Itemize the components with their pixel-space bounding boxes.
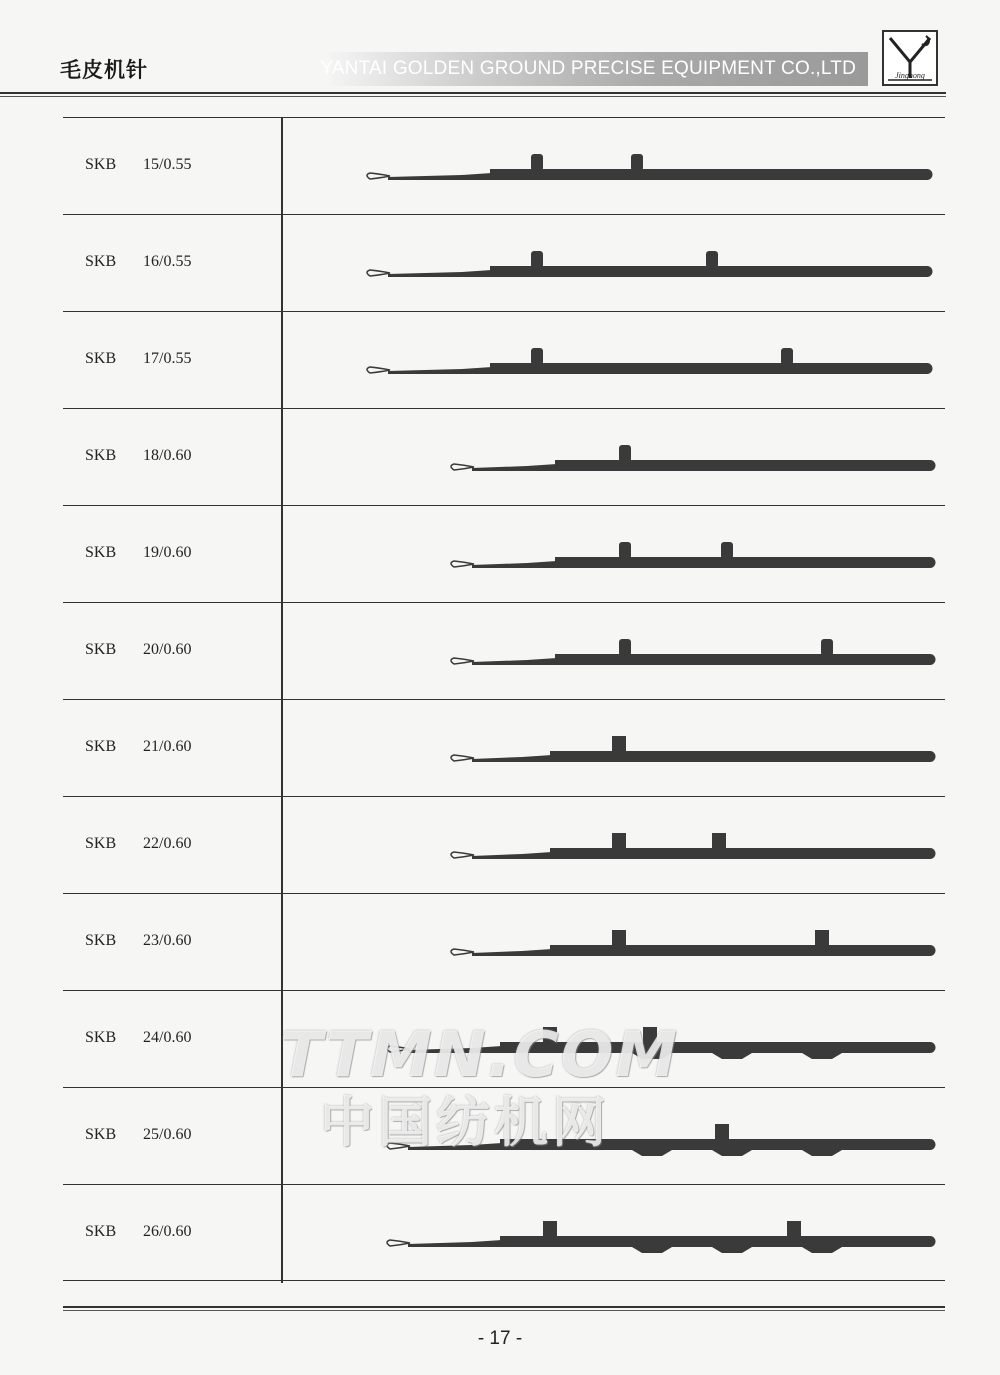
needle-size: 24/0.60 xyxy=(143,1029,192,1046)
needle-drawing xyxy=(282,700,945,797)
needle-row xyxy=(63,990,945,1087)
needle-butt xyxy=(612,833,626,850)
needle-size: 16/0.55 xyxy=(143,253,192,270)
needle-row xyxy=(63,1087,945,1184)
needle-drawing xyxy=(282,506,945,603)
needle-butt xyxy=(531,348,543,365)
needle-label xyxy=(85,1223,191,1241)
needle-size: 15/0.55 xyxy=(143,156,192,173)
needle-body xyxy=(555,460,930,471)
needle-butt xyxy=(619,639,631,656)
needle-size: 19/0.60 xyxy=(143,544,192,561)
needle-end xyxy=(925,557,936,568)
needle-butt xyxy=(619,445,631,462)
needle-drawing xyxy=(282,603,945,700)
needle-drawing xyxy=(282,991,945,1088)
needle-end xyxy=(922,266,933,277)
needle-eye xyxy=(451,658,474,664)
needle-label xyxy=(85,738,191,756)
needle-shank-thin xyxy=(472,658,557,665)
needle-size: 17/0.55 xyxy=(143,350,192,367)
needle-eye xyxy=(451,561,474,567)
needle-drawing xyxy=(282,894,945,991)
needle-row xyxy=(63,311,945,408)
needle-label xyxy=(85,835,191,853)
footer-rule xyxy=(63,1306,945,1308)
needle-drawing xyxy=(282,1088,945,1185)
needle-butt xyxy=(531,251,543,268)
needle-shank-thin xyxy=(472,561,557,568)
needle-drawing xyxy=(282,215,945,312)
needle-body xyxy=(550,945,930,956)
needle-eye xyxy=(451,852,474,858)
needle-row xyxy=(63,117,945,214)
needle-end xyxy=(925,1042,936,1053)
needle-size: 20/0.60 xyxy=(143,641,192,658)
needle-end xyxy=(922,169,933,180)
needle-eye xyxy=(387,1240,410,1246)
needle-butt xyxy=(543,1221,557,1238)
needle-end xyxy=(925,1139,936,1150)
needle-end xyxy=(922,363,933,374)
needle-drawing xyxy=(282,797,945,894)
needle-butt xyxy=(631,154,643,171)
needle-row xyxy=(63,1184,945,1281)
footer-rule-thin xyxy=(63,1310,945,1311)
needle-model: SKB xyxy=(85,544,117,561)
needle-eye xyxy=(367,270,390,276)
company-name: YANTAI GOLDEN GROUND PRECISE EQUIPMENT CO.,LTD xyxy=(320,58,856,79)
needle-shank-thin xyxy=(388,367,492,374)
needle-eye xyxy=(387,1143,410,1149)
needle-butt xyxy=(821,639,833,656)
needle-label xyxy=(85,1029,191,1047)
needle-end xyxy=(925,460,936,471)
needle-size: 25/0.60 xyxy=(143,1126,192,1143)
needle-notch xyxy=(632,1053,672,1059)
page-header xyxy=(0,0,1000,100)
needle-butt xyxy=(543,1027,557,1044)
needle-row xyxy=(63,505,945,602)
needle-body xyxy=(550,848,930,859)
needle-body xyxy=(555,557,930,568)
needle-shank-thin xyxy=(408,1046,502,1053)
needle-butt xyxy=(712,833,726,850)
needle-model: SKB xyxy=(85,738,117,755)
needle-butt xyxy=(815,930,829,947)
needle-label xyxy=(85,932,191,950)
watermark-cn: 中国纺机网 xyxy=(320,1091,610,1154)
needle-row xyxy=(63,602,945,699)
company-banner xyxy=(320,52,868,86)
needle-label xyxy=(85,1126,191,1144)
needle-butt xyxy=(619,542,631,559)
needle-butt xyxy=(787,1221,801,1238)
needle-end xyxy=(925,848,936,859)
needle-end xyxy=(925,1236,936,1247)
needle-butt xyxy=(531,154,543,171)
needle-body xyxy=(555,654,930,665)
needle-shank-thin xyxy=(472,949,552,956)
needle-size: 18/0.60 xyxy=(143,447,192,464)
needle-notch xyxy=(712,1247,752,1253)
needle-label xyxy=(85,447,191,465)
needle-notch xyxy=(802,1247,842,1253)
needle-model: SKB xyxy=(85,156,117,173)
header-rule xyxy=(0,92,946,94)
needle-shank-thin xyxy=(472,852,552,859)
needle-eye xyxy=(367,173,390,179)
needle-model: SKB xyxy=(85,1223,117,1240)
needle-notch xyxy=(632,1247,672,1253)
needle-body xyxy=(500,1236,930,1247)
needle-drawing xyxy=(282,409,945,506)
needle-eye xyxy=(451,755,474,761)
needle-row xyxy=(63,214,945,311)
needle-butt xyxy=(612,930,626,947)
needle-shank-thin xyxy=(472,464,557,471)
needle-size: 22/0.60 xyxy=(143,835,192,852)
needle-notch xyxy=(712,1150,752,1156)
needle-model: SKB xyxy=(85,641,117,658)
needle-shank-thin xyxy=(408,1143,502,1150)
needle-model: SKB xyxy=(85,1126,117,1143)
needle-notch xyxy=(802,1053,842,1059)
needle-row xyxy=(63,408,945,505)
needle-shank-thin xyxy=(472,755,552,762)
needle-drawing xyxy=(282,1185,945,1282)
company-logo xyxy=(882,30,938,86)
needle-row xyxy=(63,796,945,893)
needle-body xyxy=(500,1042,930,1053)
needle-eye xyxy=(367,367,390,373)
needle-eye xyxy=(451,464,474,470)
needle-eye xyxy=(387,1046,410,1052)
needle-body xyxy=(490,169,927,180)
needle-notch xyxy=(802,1150,842,1156)
needle-model: SKB xyxy=(85,1029,117,1046)
watermark-en: TTMN.COM xyxy=(280,1018,680,1091)
needle-label xyxy=(85,641,191,659)
needle-butt xyxy=(721,542,733,559)
needle-butt xyxy=(706,251,718,268)
needle-body xyxy=(550,751,930,762)
needle-model: SKB xyxy=(85,350,117,367)
needle-shank-thin xyxy=(408,1240,502,1247)
needle-butt xyxy=(715,1124,729,1141)
needle-model: SKB xyxy=(85,932,117,949)
needle-butt xyxy=(643,1027,657,1044)
needle-drawing xyxy=(282,118,945,215)
needle-shank-thin xyxy=(388,270,492,277)
needle-size: 21/0.60 xyxy=(143,738,192,755)
needle-notch xyxy=(712,1053,752,1059)
needle-end xyxy=(925,751,936,762)
page-number: - 17 - xyxy=(477,1328,523,1349)
logo-text: Jinghong xyxy=(895,71,925,80)
needle-size: 26/0.60 xyxy=(143,1223,192,1240)
needle-table xyxy=(63,117,945,1283)
needle-end xyxy=(925,945,936,956)
needle-label xyxy=(85,156,191,174)
needle-body xyxy=(490,363,927,374)
needle-model: SKB xyxy=(85,835,117,852)
needle-size: 23/0.60 xyxy=(143,932,192,949)
needle-label xyxy=(85,350,191,368)
catalog-title: 毛皮机针 xyxy=(60,58,148,82)
needle-notch xyxy=(632,1150,672,1156)
needle-shank-thin xyxy=(388,173,492,180)
needle-butt xyxy=(781,348,793,365)
needle-row xyxy=(63,893,945,990)
needle-model: SKB xyxy=(85,253,117,270)
needle-row xyxy=(63,699,945,796)
needle-drawing xyxy=(282,312,945,409)
needle-eye xyxy=(451,949,474,955)
needle-label xyxy=(85,544,191,562)
needle-model: SKB xyxy=(85,447,117,464)
needle-end xyxy=(925,654,936,665)
header-rule-thin xyxy=(0,96,946,97)
needle-label xyxy=(85,253,191,271)
needle-butt xyxy=(612,736,626,753)
